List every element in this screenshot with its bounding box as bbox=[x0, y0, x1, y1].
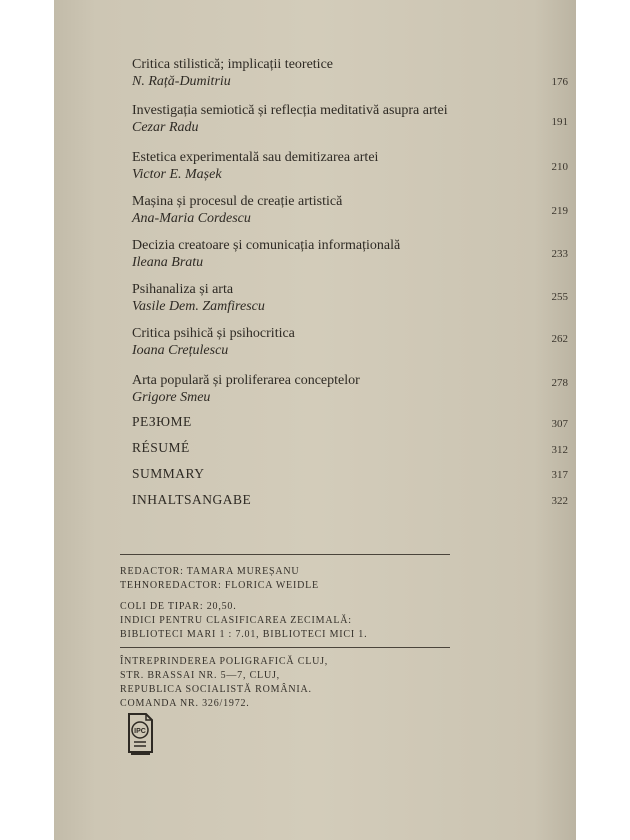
toc-entry-title: Decizia creatoare și comunicația informațională bbox=[132, 238, 401, 253]
printer-line: COMANDA NR. 326/1972. bbox=[120, 698, 250, 709]
toc-entry-author: Cezar Radu bbox=[132, 120, 199, 135]
printer-logo bbox=[126, 712, 154, 758]
toc-page-number: 255 bbox=[551, 291, 568, 303]
toc-entry-author: Victor E. Mașek bbox=[132, 167, 222, 182]
toc-page-number: 278 bbox=[551, 377, 568, 389]
toc-page-number: 219 bbox=[551, 205, 568, 217]
printer-line: STR. BRASSAI NR. 5—7, CLUJ, bbox=[120, 670, 280, 681]
toc-entry-author: Grigore Smeu bbox=[132, 390, 211, 405]
toc-entry bbox=[132, 372, 572, 406]
summary-page-number: 307 bbox=[551, 418, 568, 430]
toc-entry-author: Ileana Bratu bbox=[132, 255, 204, 270]
toc-entry-title: Critica stilistică; implicații teoretice bbox=[132, 57, 333, 72]
divider-rule bbox=[120, 554, 450, 555]
summary-title: RÉSUMÉ bbox=[132, 440, 190, 455]
toc-entry bbox=[132, 193, 572, 227]
summary-title: РЕЗЮМЕ bbox=[132, 414, 192, 429]
toc-page-number: 191 bbox=[551, 116, 568, 128]
toc-entry-author: Ana-Maria Cordescu bbox=[132, 211, 251, 226]
credit-libraries: BIBLIOTECI MARI 1 : 7.01, BIBLIOTECI MICI 1. bbox=[120, 629, 368, 640]
toc-entry-title: Investigația semiotică și reflecția meditativă asupra artei bbox=[132, 103, 448, 118]
credit-sheets: COLI DE TIPAR: 20,50. bbox=[120, 601, 237, 612]
toc-entry-title: Critica psihică și psihocritica bbox=[132, 326, 295, 341]
toc-page-number: 210 bbox=[551, 161, 568, 173]
toc-entry-author: N. Rață-Dumitriu bbox=[132, 74, 231, 89]
summary-title: INHALTSANGABE bbox=[132, 492, 252, 507]
book-page bbox=[54, 0, 576, 840]
credit-classification: INDICI PENTRU CLASIFICAREA ZECIMALĂ: bbox=[120, 615, 352, 626]
printer-line: REPUBLICA SOCIALISTĂ ROMÂNIA. bbox=[120, 684, 312, 695]
printer-line: ÎNTREPRINDEREA POLIGRAFICĂ CLUJ, bbox=[120, 656, 329, 667]
toc-entry-title: Mașina și procesul de creație artistică bbox=[132, 194, 343, 209]
toc-entry bbox=[132, 102, 572, 136]
toc-entry bbox=[132, 149, 572, 183]
credit-tech-editor: TEHNOREDACTOR: FLORICA WEIDLE bbox=[120, 580, 319, 591]
toc-entry bbox=[132, 281, 572, 315]
toc-page-number: 233 bbox=[551, 248, 568, 260]
credit-editor: REDACTOR: TAMARA MUREȘANU bbox=[120, 566, 300, 577]
toc-entry-author: Vasile Dem. Zamfirescu bbox=[132, 299, 265, 314]
divider-rule bbox=[120, 647, 450, 648]
summary-title: SUMMARY bbox=[132, 466, 205, 481]
summary-page-number: 322 bbox=[551, 495, 568, 507]
toc-entry-title: Estetica experimentală sau demitizarea artei bbox=[132, 150, 379, 165]
toc-page-number: 262 bbox=[551, 333, 568, 345]
summary-page-number: 312 bbox=[551, 444, 568, 456]
summary-page-number: 317 bbox=[551, 469, 568, 481]
toc-entry bbox=[132, 56, 572, 90]
logo-monogram: IPC bbox=[134, 728, 146, 735]
toc-entry bbox=[132, 325, 572, 359]
toc-entry-title: Arta populară și proliferarea conceptelor bbox=[132, 373, 360, 388]
printer-logo-icon bbox=[126, 712, 154, 758]
toc-entry-title: Psihanaliza și arta bbox=[132, 282, 234, 297]
toc-entry bbox=[132, 237, 572, 271]
toc-page-number: 176 bbox=[551, 76, 568, 88]
toc-entry-author: Ioana Crețulescu bbox=[132, 343, 229, 358]
